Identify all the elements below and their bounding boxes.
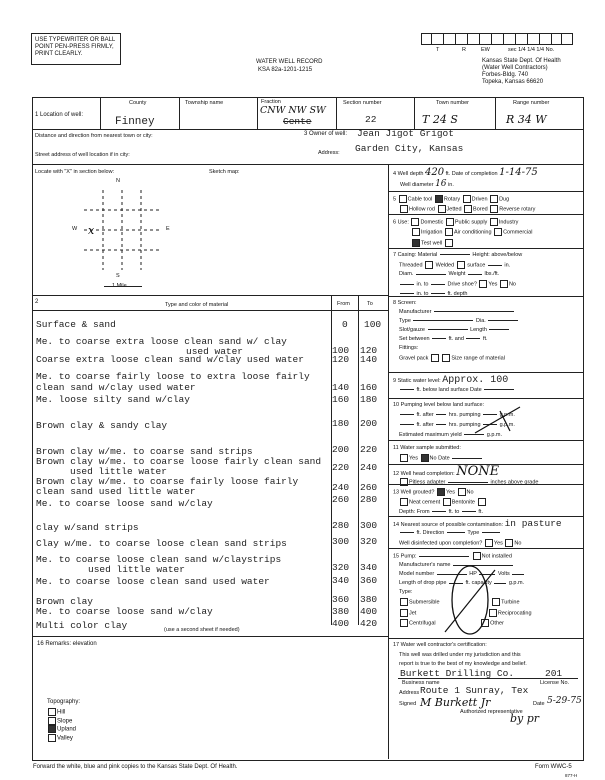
fraction-value: CNW NW SW xyxy=(260,105,326,116)
table-row: clay w/sand strips xyxy=(36,522,139,533)
owner-value: Jean Jigot Grigot xyxy=(357,128,454,139)
section13: 13 Well grouted? Yes No Neat cement Bentonite Depth: From ft. to ft. xyxy=(393,488,487,516)
to-header: To xyxy=(367,301,373,307)
section14: 14 Nearest source of possible contamination: in pasture ft. Direction Type Well disinfected upon completion? Yes No xyxy=(393,518,562,547)
license-label: License No. xyxy=(540,680,570,686)
sketch-label: Sketch map: xyxy=(209,169,240,175)
table-row: Brown clay xyxy=(36,596,94,607)
town-label: Town number xyxy=(436,100,470,106)
table-row: Brown clay w/me. to coarse loose fairly clean sand xyxy=(36,456,322,467)
table-row: Brown clay & sandy clay xyxy=(36,420,168,431)
from-header: From xyxy=(337,301,350,307)
locate-label: Locate with "X" in section below: xyxy=(35,169,115,175)
table-row: Multi color clay xyxy=(36,620,128,631)
town-value: T 24 S xyxy=(422,113,458,126)
table-row: Me. to coarse fairly loose to extra loose fairly xyxy=(36,371,310,382)
svg-text:x: x xyxy=(88,224,95,237)
section9: 9 Static water level: Approx. 100 ft. below land surface Date xyxy=(393,377,515,394)
forward-note: Forward the white, blue and pink copies to the Kansas State Dept. Of Health. xyxy=(33,764,238,770)
code-boxes xyxy=(421,33,573,45)
instruction-text: USE TYPEWRITER OR BALL POINT PEN-PRESS FIRMLY, PRINT CLEARLY. xyxy=(35,37,116,57)
table-row: Brown clay w/me. to coarse sand strips xyxy=(36,446,253,457)
north-label: N xyxy=(116,178,120,184)
section5: 5 Cable tool Rotary Driven Dug Hollow rod Jetted Bored Reverse rotary xyxy=(393,196,536,213)
address-label: Address: xyxy=(318,150,340,156)
section4: 4 Well depth 420 ft. Date of completion 1-14-75 xyxy=(393,167,538,178)
footer-code: 877-H xyxy=(565,773,578,778)
topography-block: Topography: Hill Slope Upland Valley xyxy=(47,699,81,742)
table-row: Me. to coarse loose sand w/clay xyxy=(36,606,213,617)
license-number: 201 xyxy=(545,668,563,679)
section15: 15 Pump: Not installed Manufacturer's name Model number HP Volts Length of drop pipe ft. capacity g.p.m. Type: Submersible Turbine Jet Reciprocating Centrifugal Other xyxy=(393,553,532,627)
pumping-strike-mark xyxy=(470,403,530,437)
county-label: County xyxy=(129,100,147,106)
range-value: R 34 W xyxy=(506,113,547,126)
second-sheet-note: (use a second sheet if needed) xyxy=(164,627,240,633)
signature: M Burkett Jr xyxy=(420,696,491,709)
table-row: Me. loose silty sand w/clay xyxy=(36,394,190,405)
east-label: E xyxy=(166,226,170,232)
table-row: Surface & sand xyxy=(36,319,116,330)
location-label: 1 Location of well: xyxy=(35,112,84,118)
section-grid xyxy=(84,190,160,270)
owner-label: 3 Owner of well: xyxy=(304,131,348,137)
contractor-date: 5-29-75 xyxy=(547,696,582,706)
form-number: Form WWC-5 xyxy=(535,764,572,770)
distance-label: Distance and direction from nearest town or city: xyxy=(35,133,153,139)
agency-block: Kansas State Dept. Of Health (Water Well Contractors) Forbes-Bldg. 740 Topeka, Kansas 66620 xyxy=(482,58,561,85)
section17: 17 Water well contractor's certification: This well was drilled under my jurisdiction and this report is true to the best of my knowledge and belief. xyxy=(393,642,527,667)
range-label: Range number xyxy=(513,100,550,106)
south-label: S xyxy=(116,273,120,279)
table-row: Me. to coarse loose clean sand w/claystrips xyxy=(36,554,282,565)
section7: 7 Casing: Material Height: above/below Threaded Welded surface in. Diam. Weight lbs./ft. in. to Drive shoe? Yes No in. to ft. depth xyxy=(393,252,523,297)
authorized-label: Authorized representative xyxy=(460,709,523,715)
section6: 6 Use: Domestic Public supply Industry Irrigation Air conditioning Commercial Test well xyxy=(393,219,533,247)
table-row: Clay w/me. to coarse loose clean sand strips xyxy=(36,538,287,549)
table-row: clean sand used little water xyxy=(36,486,196,497)
form-title: WATER WELL RECORD xyxy=(256,59,323,65)
material-header: Type and color of material xyxy=(165,302,229,308)
township-label: Township name xyxy=(185,100,224,106)
section2-label: 2 xyxy=(35,299,39,305)
contractor-address: Route 1 Sunray, Tex xyxy=(420,685,529,696)
table-row: used little water xyxy=(88,564,185,575)
table-row: used water xyxy=(186,346,244,357)
address-value: Garden City, Kansas xyxy=(355,143,464,154)
section12: 12 Well head completion: NONE Pitless adapter inches above grade xyxy=(393,464,539,486)
west-label: W xyxy=(72,226,78,232)
table-row: used little water xyxy=(70,466,167,477)
date-label-17: Date xyxy=(533,701,545,707)
business-name: Burkett Drilling Co. xyxy=(400,668,515,679)
pump-none-mark xyxy=(440,562,500,638)
section8: 8 Screen: Manufacturer Type Dia. Slot/gauze Length Set between ft. and ft. Fittings: Gravel pack Size range of material xyxy=(393,300,519,362)
table-row: Brown clay w/me. to coarse fairly loose fairly xyxy=(36,476,299,487)
section-number-value: 22 xyxy=(365,114,377,125)
table-row: Me. to coarse loose clean sand used water xyxy=(36,576,270,587)
county-value: Finney xyxy=(115,116,155,128)
well-diameter: Well diameter 16 in. xyxy=(400,179,454,189)
fraction-label: Fraction xyxy=(261,99,281,105)
signed-label: Signed xyxy=(399,701,417,707)
table-row: Me. to coarse loose sand w/clay xyxy=(36,498,213,509)
form-ksa: KSA 82a-1201-1215 xyxy=(258,67,313,73)
street-label: Street address of well location if in city: xyxy=(35,152,130,158)
business-label: Business name xyxy=(402,680,440,686)
mile-label: 1 Mile xyxy=(112,283,127,289)
initials: by pr xyxy=(510,712,540,725)
remarks-label: 16 Remarks: elevation xyxy=(37,641,97,647)
table-row: Me. to coarse extra loose clean sand w/ clay xyxy=(36,336,287,347)
table-row: clean sand w/clay used water xyxy=(36,382,196,393)
section10: 10 Pumping level below land surface: ft. after hrs. pumping g.p.m. ft. after hrs. pumping g.p.m. Estimated maximum yield g.p.m. xyxy=(393,402,515,438)
table-row: Coarse extra loose clean sand w/clay used water xyxy=(36,354,304,365)
fraction-struck: Cente xyxy=(283,116,312,127)
address-label-17: Address xyxy=(399,690,420,696)
section-number-label: Section number xyxy=(343,100,382,106)
mile-scale xyxy=(104,286,142,287)
section11: 11 Water sample submitted: Yes No Date xyxy=(393,445,483,462)
